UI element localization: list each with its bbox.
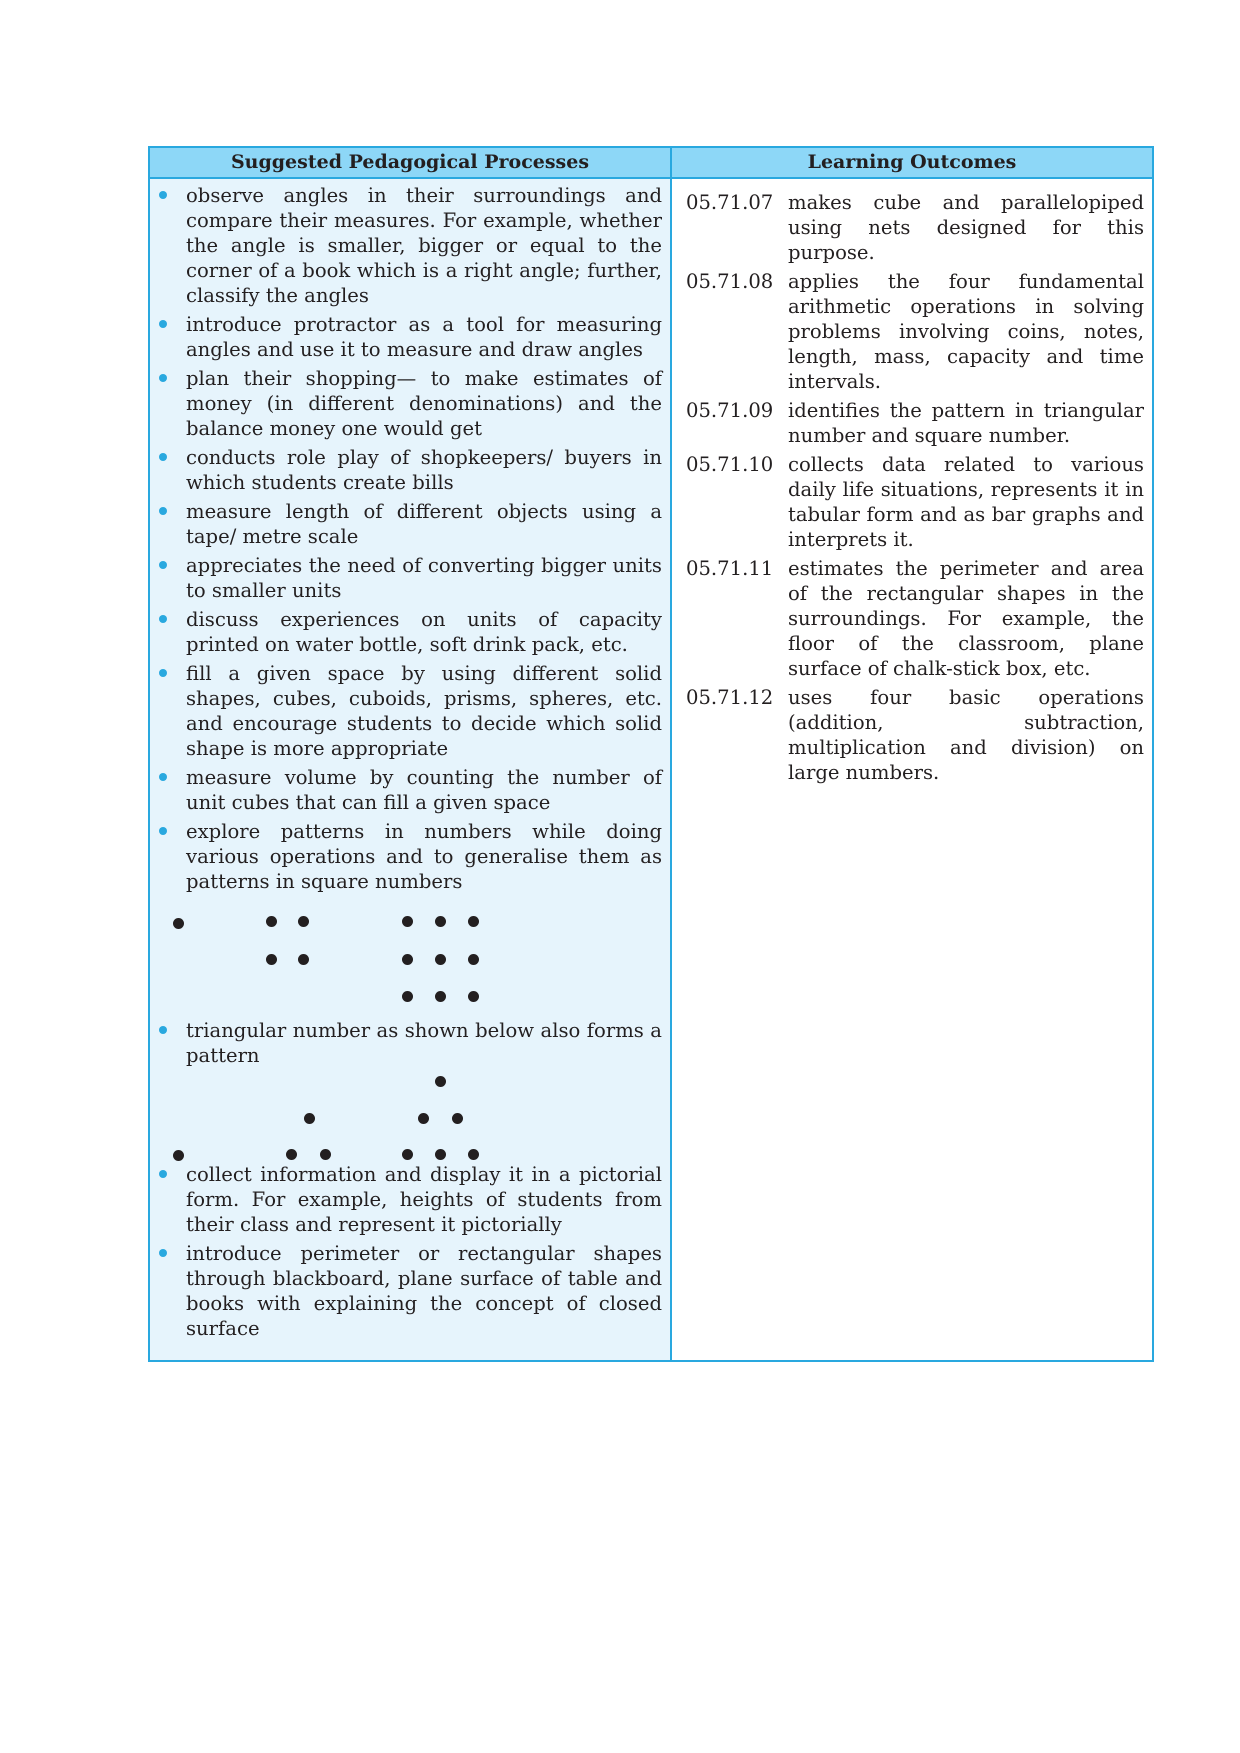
- dot: [173, 918, 184, 929]
- bullet-icon: [159, 507, 167, 515]
- processes-column: [150, 148, 672, 1360]
- outcome-item: [686, 452, 1144, 552]
- dot: [452, 1113, 463, 1124]
- process-item: conducts role play of shopkeepers/ buyers in which students create bills: [186, 445, 662, 495]
- bullet-icon: [159, 320, 167, 328]
- dot: [402, 991, 413, 1002]
- bullet-icon: [159, 453, 167, 461]
- dot: [435, 1076, 446, 1087]
- outcome-item: [686, 556, 1144, 681]
- square-numbers-figure: [186, 898, 662, 1002]
- process-item: measure length of different objects using a tape/ metre scale: [186, 499, 662, 549]
- dot: [402, 916, 413, 927]
- bullet-icon: [159, 773, 167, 781]
- dot: [298, 954, 309, 965]
- outcomes-column: [672, 148, 1152, 1360]
- dot: [173, 1150, 184, 1161]
- bullet-icon: [159, 827, 167, 835]
- outcome-code: 05.71.08: [686, 270, 774, 293]
- process-item: fill a given space by using different solid shapes, cubes, cuboids, prisms, spheres, etc. and encourage students to decide which solid shape is more appropriate: [186, 661, 662, 761]
- process-item: appreciates the need of converting bigger units to smaller units: [186, 553, 662, 603]
- bullet-icon: [159, 191, 167, 199]
- outcome-text: uses four basic operations (addition, subtraction, multiplication and division) on large numbers.: [788, 686, 1144, 784]
- bullet-icon: [159, 561, 167, 569]
- dot: [286, 1149, 297, 1160]
- dot: [435, 954, 446, 965]
- outcome-code: 05.71.10: [686, 453, 774, 476]
- outcome-text: identifies the pattern in triangular number and square number.: [788, 399, 1144, 447]
- bullet-icon: [159, 374, 167, 382]
- dot: [402, 954, 413, 965]
- process-item: observe angles in their surroundings and compare their measures. For example, whether the angle is smaller, bigger or equal to the corner of a book which is a right angle; further, classify the angles: [186, 183, 662, 308]
- dot: [266, 916, 277, 927]
- process-item: explore patterns in numbers while doing various operations and to generalise them as patterns in square numbers: [186, 819, 662, 894]
- process-item: introduce perimeter or rectangular shapes through blackboard, plane surface of table and books with explaining the concept of closed surface: [186, 1241, 662, 1341]
- processes-header: Suggested Pedagogical Processes: [150, 148, 670, 179]
- curriculum-table: [148, 146, 1154, 1362]
- outcome-code: 05.71.12: [686, 686, 774, 709]
- dot: [435, 991, 446, 1002]
- process-item: discuss experiences on units of capacity printed on water bottle, soft drink pack, etc.: [186, 607, 662, 657]
- outcome-text: estimates the perimeter and area of the rectangular shapes in the surroundings. For example, the floor of the classroom, plane surface of chalk-stick box, etc.: [788, 557, 1144, 680]
- outcomes-list: [672, 179, 1152, 789]
- dot: [435, 916, 446, 927]
- bullet-icon: [159, 1170, 167, 1178]
- process-item: measure volume by counting the number of unit cubes that can fill a given space: [186, 765, 662, 815]
- outcome-item: [686, 190, 1144, 265]
- outcome-code: 05.71.09: [686, 399, 774, 422]
- process-item: introduce protractor as a tool for measuring angles and use it to measure and draw angles: [186, 312, 662, 362]
- dot: [468, 916, 479, 927]
- bullet-icon: [159, 615, 167, 623]
- outcome-item: [686, 398, 1144, 448]
- dot: [304, 1113, 315, 1124]
- outcome-text: applies the four fundamental arithmetic operations in solving problems involving coins, notes, length, mass, capacity and time intervals.: [788, 270, 1144, 393]
- dot: [298, 916, 309, 927]
- process-item: plan their shopping— to make estimates of money (in different denominations) and the balance money one would get: [186, 366, 662, 441]
- triangular-numbers-figure: [186, 1072, 662, 1162]
- dot: [468, 1149, 479, 1160]
- dot: [468, 954, 479, 965]
- outcome-item: [686, 685, 1144, 785]
- process-item: triangular number as shown below also forms a pattern: [186, 1018, 662, 1068]
- processes-list: [150, 179, 670, 1345]
- bullet-icon: [159, 669, 167, 677]
- bullet-icon: [159, 1026, 167, 1034]
- dot: [266, 954, 277, 965]
- dot: [468, 991, 479, 1002]
- outcome-code: 05.71.07: [686, 191, 774, 214]
- process-item: collect information and display it in a pictorial form. For example, heights of students from their class and represent it pictorially: [186, 1162, 662, 1237]
- outcome-text: collects data related to various daily life situations, represents it in tabular form and as bar graphs and interprets it.: [788, 453, 1144, 551]
- dot: [402, 1149, 413, 1160]
- outcome-text: makes cube and parallelopiped using nets designed for this purpose.: [788, 191, 1144, 264]
- dot: [418, 1113, 429, 1124]
- dot: [320, 1149, 331, 1160]
- outcome-item: [686, 269, 1144, 394]
- outcomes-header: Learning Outcomes: [672, 148, 1152, 179]
- outcome-code: 05.71.11: [686, 557, 774, 580]
- dot: [435, 1149, 446, 1160]
- bullet-icon: [159, 1249, 167, 1257]
